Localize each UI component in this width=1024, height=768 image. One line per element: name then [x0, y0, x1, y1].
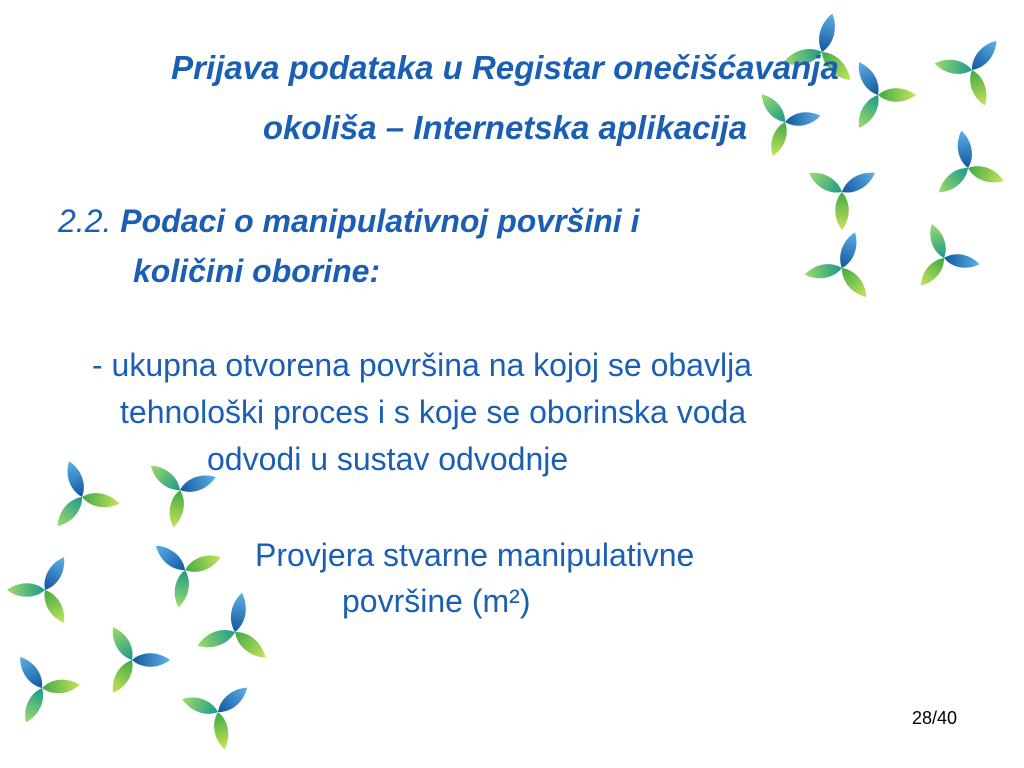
leaf-icon	[107, 624, 170, 697]
leaf-icon	[176, 660, 271, 756]
slide-title	[0, 38, 1010, 158]
section-heading-line-2: količini oborine:	[133, 253, 381, 289]
bullet-line-2: tehnološki proces i s koje se oborinska voda	[120, 394, 747, 430]
page-number: 28/40	[912, 708, 958, 728]
leaf-icon	[0, 636, 86, 729]
section-heading	[58, 196, 639, 296]
bullet-text	[0, 342, 1010, 483]
bullet-line-3: odvodi u sustav odvodnje	[207, 441, 569, 477]
leaf-icon	[915, 220, 986, 298]
section-number: 2.2.	[58, 203, 112, 239]
title-line-1: Prijava podataka u Registar onečišćavanja	[171, 49, 839, 86]
leaf-icon	[799, 220, 889, 304]
check-text	[0, 532, 1010, 624]
bullet-line-1: - ukupna otvorena površina na kojoj se obavlja	[92, 347, 752, 383]
check-line-1: Provjera stvarne manipulativne	[255, 537, 695, 573]
title-line-2: okoliša – Internetska aplikacija	[262, 109, 748, 146]
section-heading-line-1: Podaci o manipulativnoj površini i	[120, 203, 640, 239]
check-line-2: površine (m²)	[342, 583, 531, 619]
